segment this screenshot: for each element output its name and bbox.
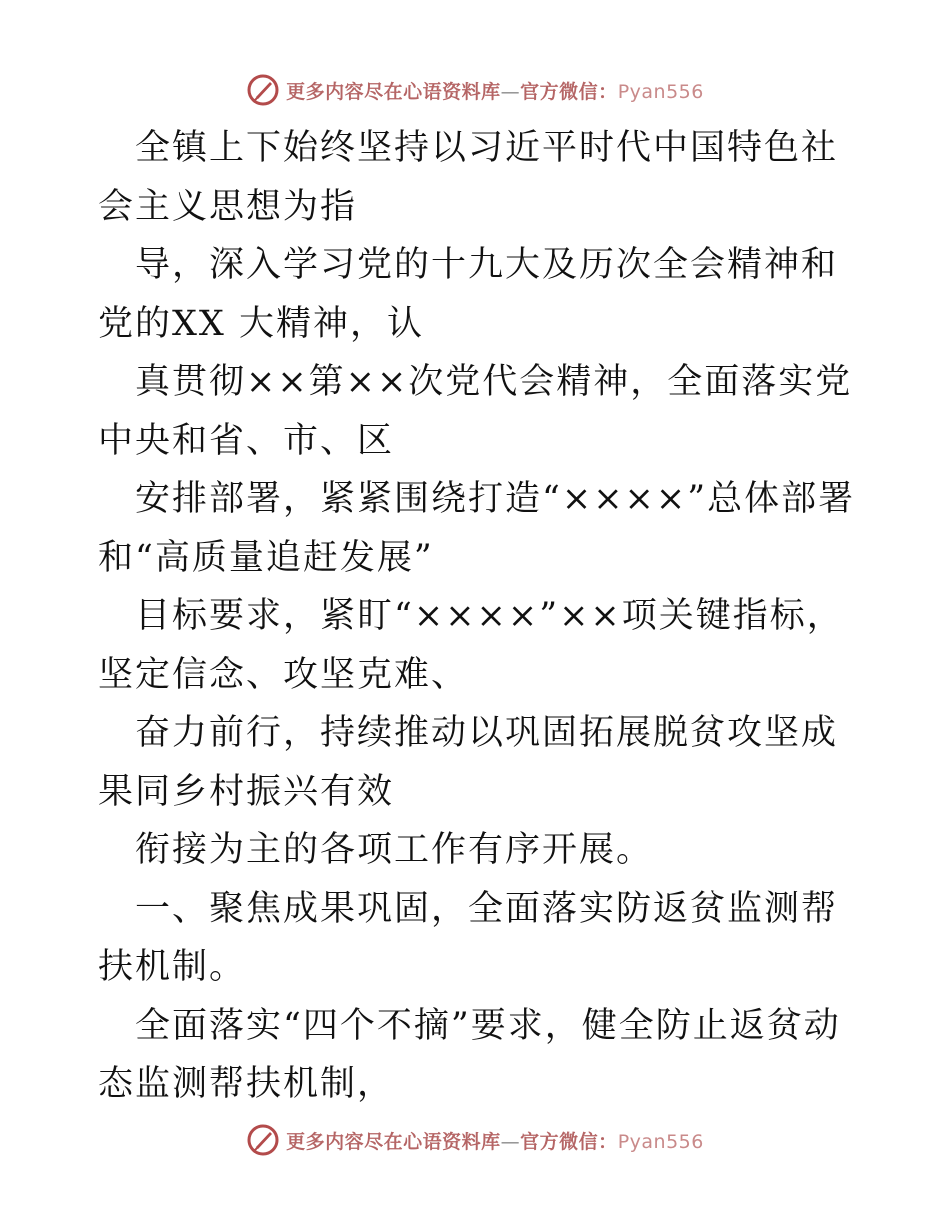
- paragraph-8: 全面落实“四个不摘”要求，健全防止返贫动态监测帮扶机制，: [98, 1005, 841, 1104]
- footer-banner: [0, 1120, 950, 1160]
- paragraph-5: 目标要求，紧盯“××××”××项关键指标，坚定信念、攻坚克难、: [98, 596, 844, 695]
- footer-banner-id: Pyan556: [617, 1130, 704, 1153]
- paragraph-2: 导，深入学习党的十九大及历次全会精神和党的XX 大精神，认: [98, 245, 839, 344]
- paragraph-4: 安排部署，紧紧围绕打造“××××”总体部署和“高质量追赶发展”: [98, 479, 856, 578]
- footer-banner-label: 官方微信：: [520, 1130, 618, 1153]
- header-banner-main: 更多内容尽在心语资料库: [286, 80, 501, 103]
- quill-seal-icon: [246, 1123, 280, 1157]
- paragraph-7: 衔接为主的各项工作有序开展。: [135, 830, 654, 870]
- document-body: [98, 119, 858, 1114]
- section-heading-1: 一、聚焦成果巩固，全面落实防返贫监测帮扶机制。: [98, 888, 839, 987]
- header-banner-text: [286, 77, 704, 104]
- paragraph-1: 全镇上下始终坚持以习近平时代中国特色社会主义思想为指: [98, 128, 839, 227]
- paragraph-6: 奋力前行，持续推动以巩固拓展脱贫攻坚成果同乡村振兴有效: [98, 713, 839, 812]
- footer-banner-dash: —: [500, 1130, 521, 1153]
- header-banner: [0, 70, 950, 110]
- paragraph-3: 真贯彻××第××次党代会精神，全面落实党中央和省、市、区: [98, 362, 853, 461]
- footer-banner-text: [286, 1127, 704, 1154]
- quill-seal-icon: [246, 73, 280, 107]
- header-banner-dash: —: [500, 80, 521, 103]
- footer-banner-main: 更多内容尽在心语资料库: [286, 1130, 501, 1153]
- header-banner-label: 官方微信：: [520, 80, 618, 103]
- header-banner-id: Pyan556: [617, 80, 704, 103]
